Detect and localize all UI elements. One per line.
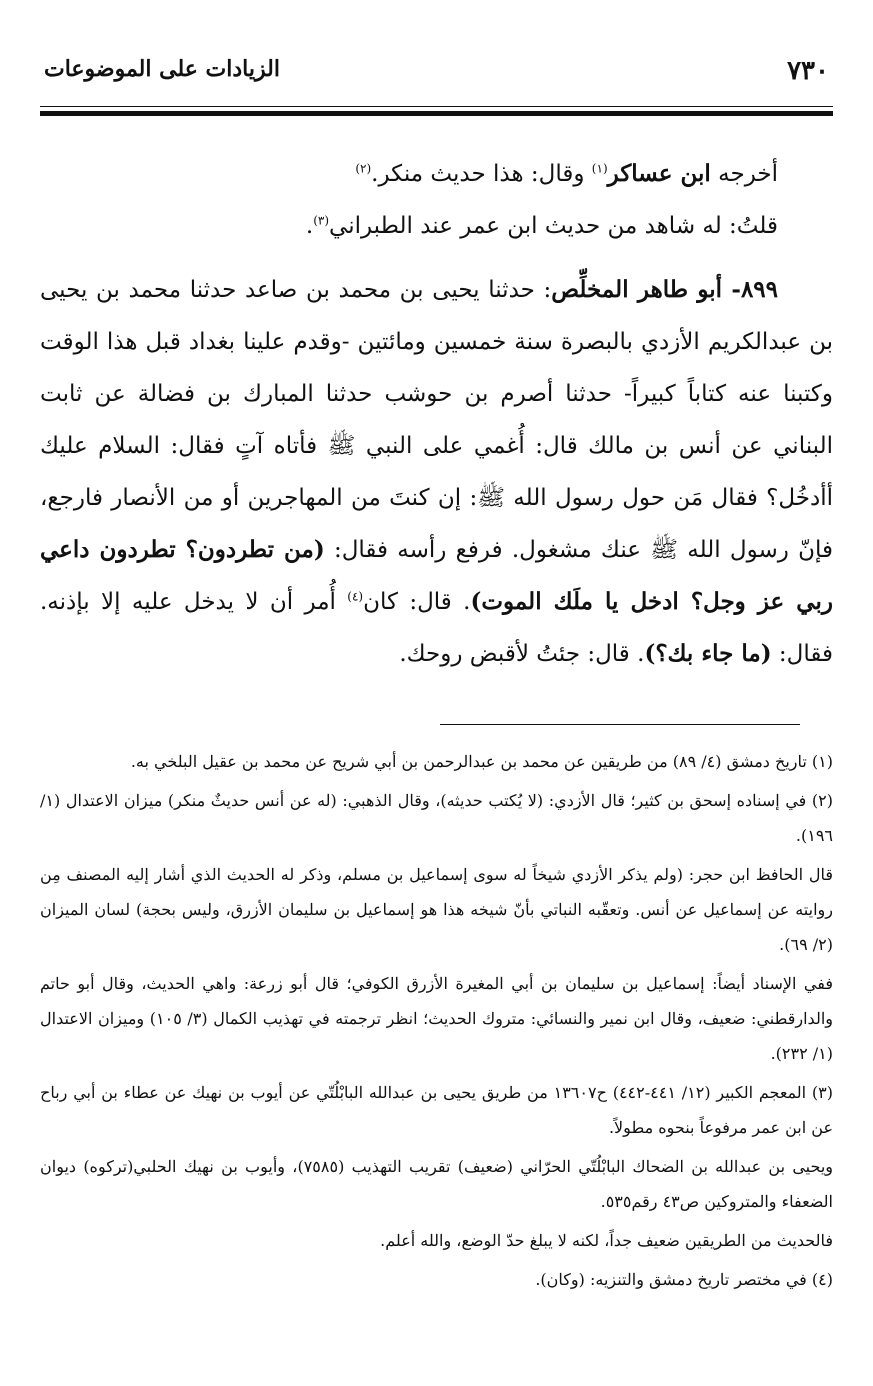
running-title: الزيادات على الموضوعات [44,56,280,82]
author-note-end: . [305,213,314,239]
header-divider-thin [40,106,833,107]
author-note-line [40,200,833,252]
footnote-2-cont-2: ففي الإسناد أيضاً: إسماعيل بن سليمان بن أبي المغيرة الأزرق الكوفي؛ قال أبو زرعة: واهي الحديث، وقال أبو حاتم والدارقطني: ضعيف، وقال ابن نمير والنسائي: متروك الحديث؛ انظر ترجمته في تهذيب الكمال (٣/ ١٠٥) وميزان الاعتدال (١/ ٢٣٢). [40,974,834,1063]
entry-text-3: أُمر أن لا يدخل عليه إلا بإذنه. فقال: [40,589,833,667]
entry-prophet-quote: (من تطردون؟ تطردون داعي ربي عز وجل؟ ادخل يا ملَك الموت) [40,536,833,615]
hadith-entry [40,264,833,680]
takhrij-verdict: وقال: هذا حديث منكر. [371,161,592,187]
footnote-ref-1[interactable]: (١) [591,161,608,176]
footnote-3: (٣) المعجم الكبير (١٢/ ٤٤١-٤٤٢) ح١٣٦٠٧ من طريق يحيى بن عبدالله البابْلُتّي عن أيوب بن نهيك عن عطاء بن أبي رباح عن ابن عمر مرفوعاً بنحوه مطولاً. [40,1083,834,1137]
footnote-3-cont-1: ويحيى بن عبدالله بن الضحاك البابْلُتّي الحرّاني (ضعيف) تقريب التهذيب (٧٥٨٥)، وأيوب بن نهيك الحلبي(تركوه) ديوان الضعفاء والمتروكين ص٤٣ رقم٥٣٥. [40,1157,833,1211]
footnote-ref-3[interactable]: (٣) [313,213,330,228]
footnote-4: (٤) في مختصر تاريخ دمشق والتنزيه: (وكان). [535,1270,833,1289]
footnotes [40,744,833,1301]
takhrij-prefix: أخرجه [710,161,778,187]
page-header [40,44,833,104]
entry-narrator: أبو طاهر المخلِّص [551,276,723,303]
entry-isnad-text: : حدثنا يحيى بن محمد بن صاعد حدثنا محمد بن يحيى بن عبدالكريم الأزدي بالبصرة سنة خمسين ومائتين -وقدم علينا بغداد قبل هذا الوقت وكتبنا عنه كتاباً كبيراً- حدثنا أصرم بن حوشب حدثنا المبارك بن فضالة عن ثابت البناني عن أنس بن مالك قال: أُغمي على النبي ﷺ فأتاه آتٍ فقال: السلام عليك أأدخُل؟ فقال مَن حول رسول الله ﷺ: إن كنتَ من المهاجرين أو من الأنصار فارجع، فإنّ رسول الله ﷺ عنك مشغول. فرفع رأسه فقال: [40,277,833,563]
footnote-2: (٢) في إسناده إسحق بن كثير؛ قال الأزدي: (لا يُكتب حديثه)، وقال الذهبي: (له عن أنس حديثٌ منكر) ميزان الاعتدال (١/ ١٩٦). [40,791,833,845]
source-name: ابن عساكر [607,160,711,187]
entry-text-2: . قال: كان [363,589,471,615]
footnote-ref-2[interactable]: (٢) [355,161,372,176]
footnote-ref-4[interactable]: (٤) [347,589,364,604]
header-divider-thick [40,111,833,116]
main-text [40,148,833,680]
footnote-3-cont-2: فالحديث من الطريقين ضعيف جداً، لكنه لا يبلغ حدّ الوضع، والله أعلم. [380,1231,833,1250]
takhrij-line [40,148,833,200]
footnote-1: (١) تاريخ دمشق (٤/ ٨٩) من طريقين عن محمد بن عبدالرحمن بن أبي شريح عن محمد بن عقيل البلخي به. [130,752,833,771]
entry-number: ٨٩٩- [722,276,779,303]
footnote-divider [440,724,800,725]
entry-prophet-quote-2: (ما جاء بك؟) [644,640,772,667]
footnote-2-cont-1: قال الحافظ ابن حجر: (ولم يذكر الأزدي شيخاً له سوى إسماعيل بن مسلم، وذكر له الحديث الذي أشار إليه المصنف مِن روايته عن إسماعيل عن أنس. وتعقّبه النباتي بأنّ شيخه هذا هو إسماعيل بن سليمان الأزرق، وليس بحجة) لسان الميزان (٢/ ٦٩). [40,865,833,954]
entry-text-4: . قال: جئتُ لأقبض روحك. [399,641,645,667]
page-number: ٧٣٠ [787,56,829,86]
author-note-text: قلتُ: له شاهد من حديث ابن عمر عند الطبراني [329,213,778,239]
